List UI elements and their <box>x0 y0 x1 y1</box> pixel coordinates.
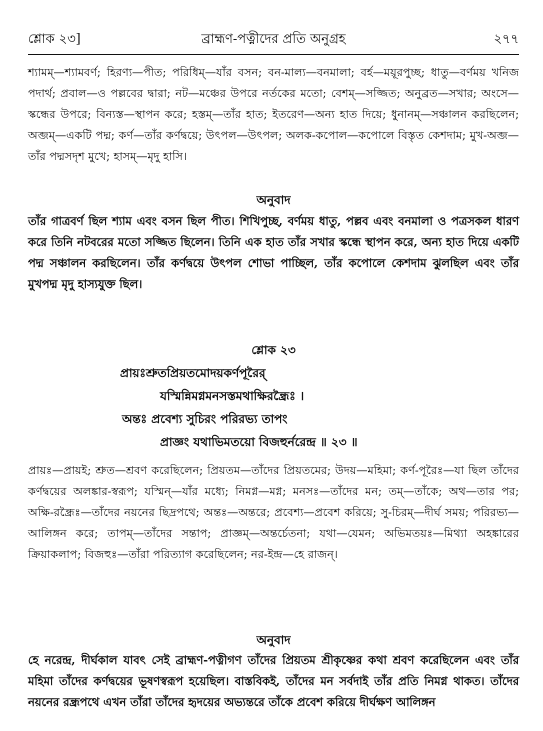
page-number: ২৭৭ <box>493 32 519 47</box>
translation-verse-22 <box>28 211 519 295</box>
verse-heading: শ্লোক ২৩ <box>251 343 296 357</box>
header-verse-ref: শ্লোক ২৩] <box>28 32 81 47</box>
translation-heading-block-1 <box>28 190 519 212</box>
verse-line: অন্তঃ প্রবেশ্য সুচিরং পরিরভ্য তাপং <box>122 412 288 426</box>
header-chapter-title: ব্রাহ্মণ-পত্নীদের প্রতি অনুগ্রহ <box>201 32 346 47</box>
sanskrit-verse <box>120 362 519 454</box>
word-meanings-verse-22 <box>28 62 519 167</box>
header-rule <box>28 54 519 55</box>
translation-heading-block-2 <box>28 630 519 652</box>
verse-line: যস্মিন্নিমগ্নমনসস্তমথাক্ষিরন্ধ্রৈঃ । <box>160 389 305 403</box>
word-meanings-text: শ্যামম্—শ্যামবর্ণ; হিরণ্য—পীত; পরিধিম্—যাঁর বসন; বন-মাল্য—বনমালা; বর্হ—ময়ূরপুচ্ছ; ধাতু—বর্ণময় খনিজ পদার্থ; প্রবাল—ও পল্লবের দ্বারা; নট—মঞ্চের উপরে নর্তকের মতো; বেশম্—সজ্জিত; অনুব্রত—সখার; অংসে—স্কন্ধের উপরে; বিন্যস্ত—স্থাপন করে; হস্তম্—তাঁর হাত; ইতরেণ—অন্য হাত দিয়ে; ধুনানম্—সঞ্চালন করছিলেন; অব্জম্—একটি পদ্ম; কর্ণ—তাঁর কর্ণদ্বয়ে; উৎপল—উৎপল; অলক-কপোল—কপোলে বিস্তৃত কেশদাম; মুখ-অব্জ—তাঁর পদ্মসদৃশ মুখে; হাসম্—মৃদু হাসি। <box>28 66 519 163</box>
word-meanings-text: প্রায়ঃ—প্রায়ই; শ্রুত—শ্রবণ করেছিলেন; প্রিয়তম—তাঁদের প্রিয়তমের; উদয়—মহিমা; কর্ণ-পূরৈঃ—যা ছিল তাঁদের কর্ণদ্বয়ের অলঙ্কার-স্বরূপ; যস্মিন্—যাঁর মধ্যে; নিমগ্ন—মগ্ন; মনসঃ—তাঁদের মন; তম্—তাঁকে; অথ—তার পর; অক্ষি-রন্ধ্রৈঃ—তাঁদের নয়নের ছিদ্রপথে; অন্তঃ—অন্তরে; প্রবেশ্য—প্রবেশ করিয়ে; সু-চিরম্—দীর্ঘ সময়; পরিরভ্য—আলিঙ্গন করে; তাপম্—তাঁদের সন্তাপ; প্রাজ্ঞম্—অন্তর্চেতনা; যথা—যেমন; অভিমতয়ঃ—মিথ্যা অহঙ্কারের ক্রিয়াকলাপ; বিজহুঃ—তাঁরা পরিত্যাগ করেছিলেন; নর-ইন্দ্র—হে রাজন্। <box>28 464 519 561</box>
running-header <box>28 30 519 54</box>
verse-heading-block <box>28 340 519 362</box>
translation-heading: অনুবাদ <box>256 633 291 647</box>
translation-heading: অনুবাদ <box>256 193 291 207</box>
translation-text: হে নরেন্দ্র, দীর্ঘকাল যাবৎ সেই ব্রাহ্মণ-পত্নীগণ তাঁদের প্রিয়তম শ্রীকৃষ্ণের কথা শ্রবণ করেছিলেন এবং তাঁর মহিমা তাঁদের কর্ণদ্বয়ের ভূষণস্বরূপ হয়েছিল। বাস্তবিকই, তাঁদের মন সর্বদাই তাঁর প্রতি নিমগ্ন থাকত। তাঁদের নয়নের রন্ধ্রপথে এখন তাঁরা তাঁদের হৃদয়ের অভ্যন্তরে তাঁকে প্রবেশ করিয়ে দীর্ঘক্ষণ আলিঙ্গন <box>28 653 519 709</box>
translation-text: তাঁর গাত্রবর্ণ ছিল শ্যাম এবং বসন ছিল পীত। শিখিপুচ্ছ, বর্ণময় ধাতু, পল্লব এবং বনমালা ও পত্রসকল ধারণ করে তিনি নটবরের মতো সজ্জিত ছিলেন। তিনি এক হাত তাঁর সখার স্কন্ধে স্থাপন করে, অন্য হাত দিয়ে একটি পদ্ম সঞ্চালন করছিলেন। তাঁর কর্ণদ্বয়ে উৎপল শোভা পাচ্ছিল, তাঁর কপোলে কেশদাম ঝুলছিল এবং তাঁর মুখপদ্ম মৃদু হাস্যযুক্ত ছিল। <box>28 214 519 291</box>
verse-line: প্রাজ্ঞং যথাভিমতয়ো বিজহুর্নরেন্দ্র ॥ ২৩ ॥ <box>160 435 358 449</box>
verse-line: প্রায়ঃশ্রুতপ্রিয়তমোদয়কর্ণপূরৈর্ <box>120 366 266 380</box>
translation-verse-23 <box>28 650 519 713</box>
word-meanings-verse-23 <box>28 460 519 565</box>
